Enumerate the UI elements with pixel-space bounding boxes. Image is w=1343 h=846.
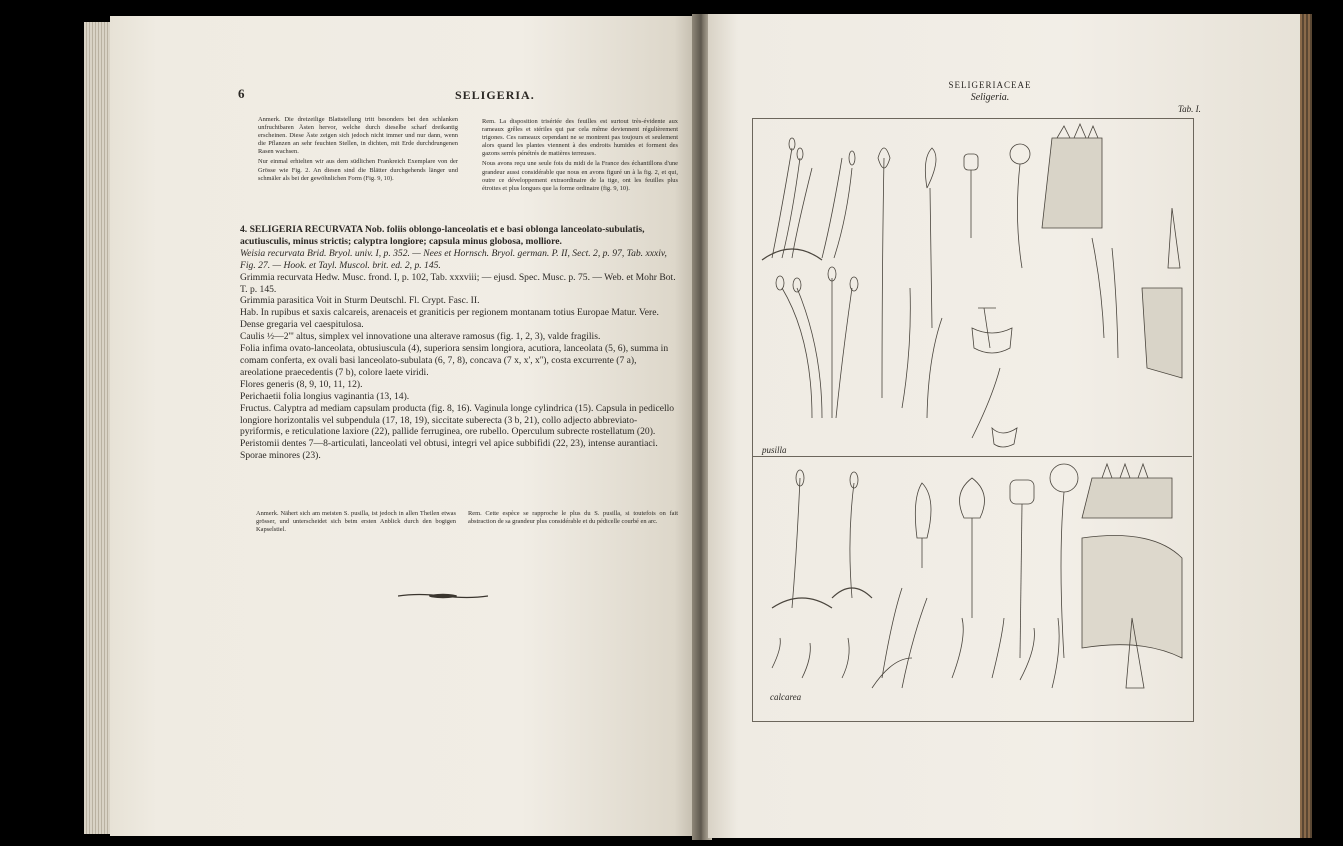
plate-subtitle: Seligeria.: [970, 92, 1010, 103]
synonym-grimmia-recurvata: Grimmia recurvata Hedw. Musc. frond. I, p. 102, Tab. xxxviii; — ejusd. Spec. Musc. p. 75. — Web. et Mohr Bot. T. p. 145.: [240, 271, 676, 295]
book-cover-edge: [1300, 14, 1312, 838]
running-head: SELIGERIA.: [455, 88, 535, 102]
ornament-divider: [398, 592, 488, 600]
fructus-description: Fructus. Calyptra ad mediam capsulam producta (fig. 8, 16). Vaginula longe cylindrica (15). Capsula in pedicello longiore horizontalis vel subpendula (17, 18, 19), siccitate suberecta (3 b, 21), collo adjecto abbreviato-pyriformis, e reticulatione laxiore (22), pallide ferruginea, ore rubello. Operculum subrecte rostellatum (20). Peristomii dentes 7—8-articulati, lanceolati vel obtusi, integri vel apice subbifidi (22, 23), intense aurantiaci. Sporae minores (23).: [240, 402, 675, 462]
species-heading: 4. SELIGERIA RECURVATA Nob. foliis oblongo-lanceolatis et e basi oblonga lanceolato-subulatis, acutiusculis, minus strictis; calyptra longiore; capsula minus globosa, molliore.: [240, 224, 645, 247]
plate-tab-number: Tab. I.: [1178, 104, 1201, 114]
moss-illustrations: [752, 118, 1192, 720]
habitat: Hab. In rupibus et saxis calcareis, arenaceis et graniticis per regionem montanam totius Europae Matur. Vere.: [240, 307, 659, 319]
german-note-para-2: Nur einmal erhielten wir aus dem südlichen Frankreich Exemplare von der Grösse wie Fig. 2. An diesen sind die Blätter durchgehends länger und schmäler als bei der gewöhnlichen Form (Fig. 9, 10).: [258, 158, 458, 182]
french-note-2: Rem. Cette espèce se rapproche le plus du S. pusilla, si toutefois on fait abstraction de sa grandeur plus considérable et du pédicelle courbé en arc.: [468, 510, 678, 526]
synonym-grimmia-parasitica: Grimmia parasitica Voit in Sturm Deutschl. Fl. Crypt. Fasc. II.: [240, 295, 480, 307]
plate-label-calcarea: calcarea: [770, 692, 802, 702]
page-number: 6: [238, 86, 245, 101]
french-note-column: [482, 118, 678, 195]
plate-title: SELIGERIACEAE: [948, 80, 1032, 90]
caulis-description: Caulis ½—2''' altus, simplex vel innovatione una alterave ramosus (fig. 1, 2, 3), valde fragilis.: [240, 331, 601, 343]
french-note-para-1: Rem. La disposition trisériée des feuilles est surtout très-évidente aux rameaux grêles et stériles qui par cela même deviennent régulièrement trigones. Ces rameaux cependant ne se montrent pas toujours et seulement alors quand les plantes viennent à des endroits humides et forment des gazons serrés pénétrés de matières terreuses.: [482, 118, 678, 158]
growth-form: Dense gregaria vel caespitulosa.: [240, 319, 364, 331]
folia-description: Folia infima ovato-lanceolata, obtusiuscula (4), superiora sensim longiora, acutiora, lanceolata (5, 6), summa in comam conferta, ex ovali basi lanceolato-subulata (6, 7, 8), concava (7 x, x', x''), costa excurrente (7 a), areolatione praecedentis (7 b), colore laete viridi.: [240, 343, 669, 378]
plate-label-pusilla: pusilla: [762, 445, 787, 455]
species-description: [240, 224, 680, 462]
perichaetium-description: Perichaetii folia longius vaginantia (13, 14).: [240, 390, 410, 402]
german-note-column: [258, 116, 458, 185]
german-note-para-1: Anmerk. Die dreizeilige Blattstellung tritt besonders bei den schlanken unfruchtbaren Ästen hervor, welche durch dieselbe scharf dreikantig erscheinen. Diese Äste zeigen sich jedoch nicht immer und nur dann, wenn die Pflanzen an sehr feuchten Stellen, in dichten, mit Erde durchdrungenen Rasen wachsen.: [258, 116, 458, 156]
german-note-2: Anmerk. Nähert sich am meisten S. pusilla, ist jedoch in allen Theilen etwas grösser, und unterscheidet sich beim ersten Anblick durch den bogigen Kapselstiel.: [256, 510, 456, 534]
flores-description: Flores generis (8, 9, 10, 11, 12).: [240, 378, 363, 390]
french-note-para-2: Nous avons reçu une seule fois du midi de la France des échantillons d'une grandeur aussi considérable que nous en avons figuré un à la fig. 2, et qui, outre ce développement extraordinaire de la tige, ont les feuilles plus étroites et plus longues que la forme ordinaire (fig. 9, 10).: [482, 160, 678, 192]
synonym-weisia: Weisia recurvata Brid. Bryol. univ. I, p. 352. — Nees et Hornsch. Bryol. german. P. II, Sect. 2, p. 97, Tab. xxxiv, Fig. 27. — Hook. et Tayl. Muscol. brit. ed. 2, p. 145.: [240, 247, 667, 271]
